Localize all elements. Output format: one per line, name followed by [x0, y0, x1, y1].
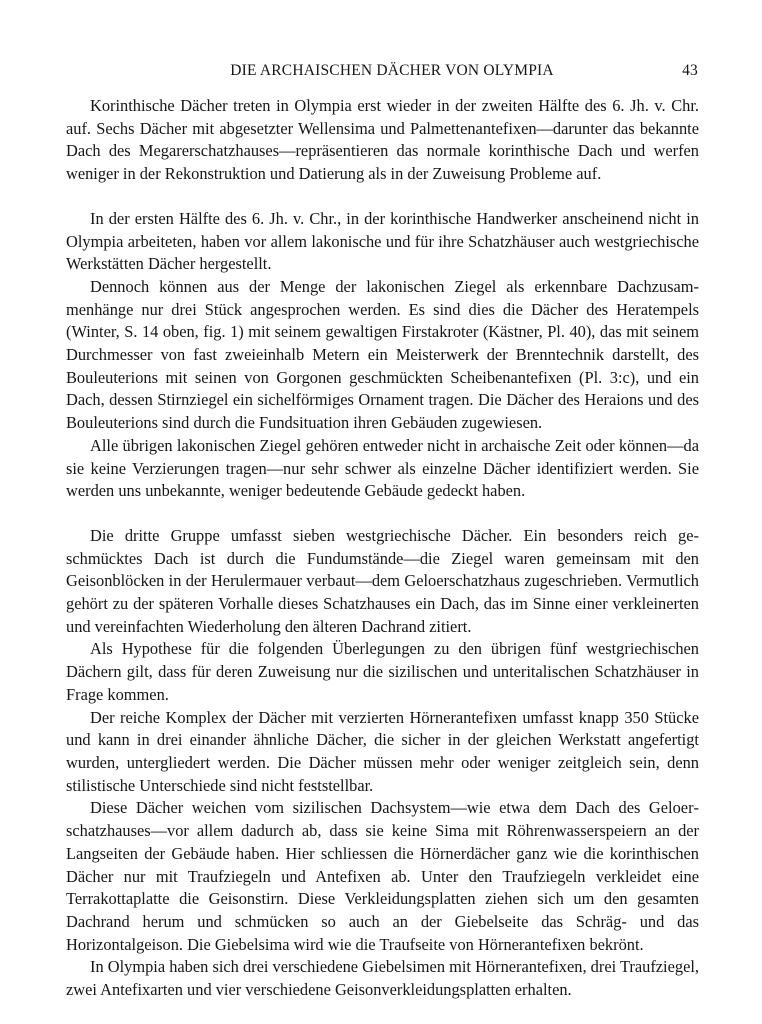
paragraph: In der ersten Hälfte des 6. Jh. v. Chr., in der korinthische Handwerker anscheinend nicht in Olympia arbeiteten, haben vor allem lakonische und für ihre Schatzhäuser auch westgriechische Werkstätten Dächer hergestellt.	[66, 208, 699, 274]
paragraph: Als Hypothese für die folgenden Überlegungen zu den übrigen fünf westgriechischen Dächern gilt, dass für deren Zuweisung nur die sizilischen und unteritalischen Schatzhäuser in Frage kommen.	[66, 639, 699, 704]
paragraph: Der reiche Komplex der Dächer mit verzierten Hörnerantefixen umfasst knapp 350 Stücke und kann in drei einander ähnliche Dächer, die sicher in der gleichen Werkstatt angefertigt wurden, untergliedert werden. Die Dächer müssen mehr oder weniger zeitgleich sein, denn stilistische Unterschiede sind nicht feststellbar.	[66, 707, 699, 795]
running-header	[86, 62, 698, 84]
page-number: 43	[682, 62, 698, 79]
paragraph: Dennoch können aus der Menge der lakonischen Ziegel als erkennbare Dachzusammenhänge nur drei Stück angesprochen werden. Es sind dies die Dächer des Heratempels (Winter, S. 14 oben, fig. 1) mit seinem gewaltigen Firstakroter (Kästner, Pl. 40), das mit seinem Durchmesser von fast zweieinhalb Metern ein Meisterwerk der Brenntechnik darstellt, des Bouleuterions mit seinen von Gorgonen geschmückten Scheibenantefixen (Pl. 3:c), und ein Dach, dessen Stirnziegel ein sichelförmiges Ornament tragen. Die Dächer des Heraions und des Bouleuterions sind durch die Fundsituation ihren Gebäuden zugewiesen.	[66, 276, 699, 433]
paragraph: Korinthische Dächer treten in Olympia erst wieder in der zweiten Hälfte des 6. Jh. v. Chr. auf. Sechs Dächer mit abgesetzter Wellensima und Palmettenantefixen—darunter das bekannte Dach des Megarerschatzhauses—repräsentieren das normale korinthische Dach und werfen weniger in der Rekonstruktion und Datierung als in der Zuweisung Probleme auf.	[66, 96, 699, 184]
paragraph: Die dritte Gruppe umfasst sieben westgriechische Dächer. Ein besonders reich geschmücktes Dach ist durch die Fundumstände—die Ziegel waren gemeinsam mit den Geisonblöcken in der Herulermauer verbaut—dem Geloerschatzhaus zugeschrieben. Vermutlich gehört zu der späteren Vorhalle dieses Schatzhauses ein Dach, das im Sinne einer verkleinerten und vereinfachten Wiederholung den älteren Dachrand zitiert.	[66, 525, 699, 636]
body-text	[66, 95, 699, 1002]
paragraph: Diese Dächer weichen vom sizilischen Dachsystem—wie etwa dem Dach des Geloerschatzhauses—vor allem dadurch ab, dass sie keine Sima mit Röhrenwasserspeiern an der Langseiten der Gebäude haben. Hier schliessen die Hörnerdächer ganz wie die korinthischen Dächer nur mit Traufziegeln und Antefixen ab. Unter den Traufziegeln verkleidet eine Terrakottaplatte die Geisonstirn. Diese Verkleidungsplatten ziehen sich um den gesamten Dachrand herum und schmücken so auch an der Giebelseite das Schräg- und das Horizontalgeison. Die Giebelsima wird wie die Traufseite von Hörnerantefixen bekrönt.	[66, 798, 699, 954]
running-title: DIE ARCHAISCHEN DÄCHER VON OLYMPIA	[230, 62, 554, 79]
paragraph: Alle übrigen lakonischen Ziegel gehören entweder nicht in archaische Zeit oder können—da sie keine Verzierungen tragen—nur sehr schwer als einzelne Dächer identifiziert werden. Sie werden uns unbekannte, weniger bedeutende Gebäude gedeckt haben.	[66, 435, 699, 501]
paragraph: In Olympia haben sich drei verschiedene Giebelsimen mit Hörnerantefixen, drei Traufziegel, zwei Antefixarten und vier verschiedene Geisonverkleidungsplatten erhalten.	[66, 957, 699, 1000]
